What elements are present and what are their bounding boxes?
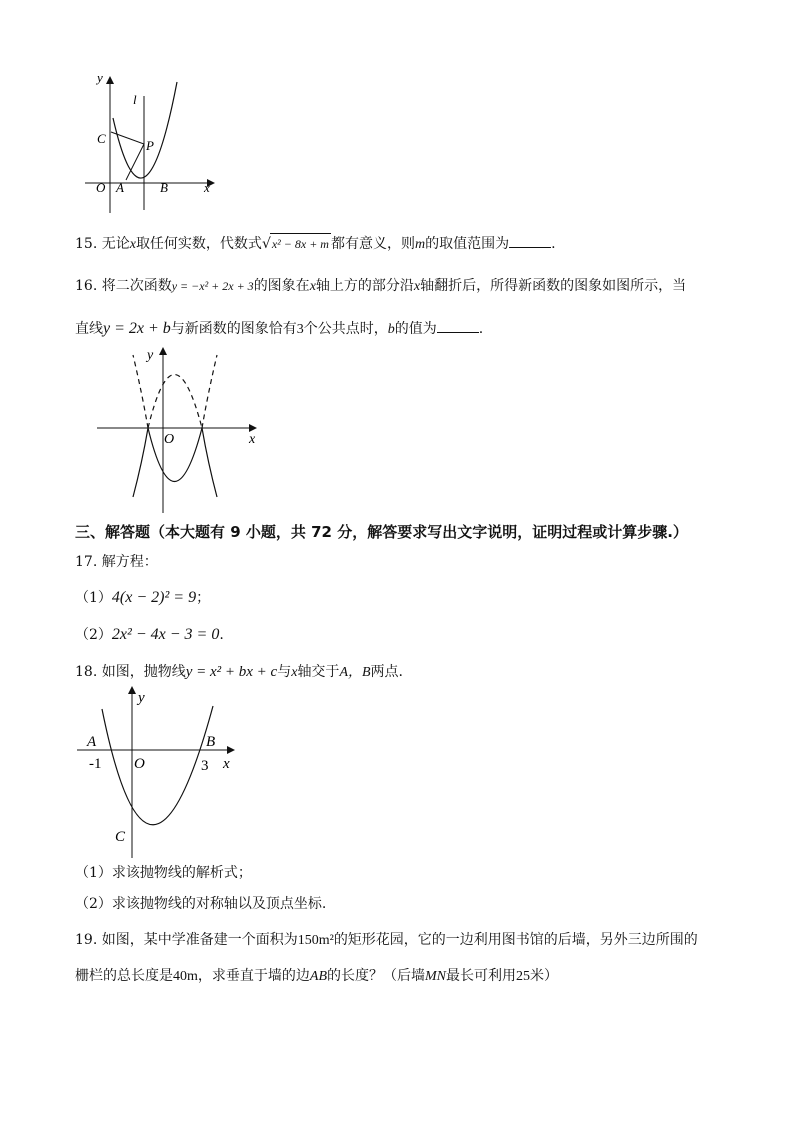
label-y: y <box>97 70 103 85</box>
parabola-curve <box>102 706 216 825</box>
q16-text-b: 的图象在 <box>253 278 310 294</box>
question-15 <box>75 233 556 255</box>
q15-answer-blank <box>509 233 551 248</box>
question-17-part1 <box>75 588 210 608</box>
label-x: x <box>249 432 256 447</box>
question-16-line1 <box>75 276 686 297</box>
label-x: x <box>223 756 230 772</box>
label-o: O <box>164 432 175 447</box>
question-16-line2 <box>75 318 483 340</box>
q19-max-len: 25 <box>516 969 530 984</box>
figure-q18-parabola <box>75 684 245 862</box>
q17-part2-eq: 2x² − 4x − 3 = 0 <box>111 626 220 643</box>
q16-var-x1: x <box>309 279 316 294</box>
label-y: y <box>138 690 145 706</box>
q17-part2-label: （2） <box>75 627 112 643</box>
folded-arc <box>148 428 202 482</box>
q17-part1-label: （1） <box>75 590 112 606</box>
q17-part1-end: ； <box>196 590 211 606</box>
label-y: y <box>147 348 154 363</box>
label-o: O <box>134 756 145 772</box>
q17-part2-end: . <box>219 627 224 643</box>
solid-right-branch <box>202 428 217 497</box>
q18-number: 18. <box>75 664 98 680</box>
parabola-curve <box>113 82 177 178</box>
q19-text-d: ，求垂直于墙的边 <box>197 968 310 984</box>
q19-var-ab: AB <box>309 969 327 984</box>
q19-text-g: 米） <box>530 968 558 984</box>
q16-end: . <box>478 321 484 337</box>
section-3-heading: 三、解答题（本大题有 9 小题，共 72 分，解答要求写出文字说明，证明过程或计算步骤.） <box>75 523 688 541</box>
q17-number: 17. <box>75 554 98 570</box>
q18-var-x: x <box>291 665 298 680</box>
q19-length: 40m <box>173 969 198 984</box>
label-b: B <box>160 180 168 195</box>
q15-radical: √ <box>261 236 271 252</box>
q18-text-b: 与 <box>277 664 292 680</box>
q16-text-c: 轴上方的部分沿 <box>315 278 414 294</box>
q16-line-eq: y = 2x + b <box>103 320 171 337</box>
segment-cpa <box>111 132 144 180</box>
q19-text-e: 的长度？（后墙 <box>327 968 425 984</box>
dashed-original-arc <box>148 375 202 429</box>
q16-number: 16. <box>75 278 98 294</box>
q16-text-h: 的值为 <box>394 321 437 337</box>
q16-text-d: 轴翻折后，所得新函数的图象如图所示，当 <box>420 278 687 294</box>
question-19-line2 <box>75 966 558 987</box>
label-o: O <box>96 180 106 195</box>
figure-q16-folded-parabola <box>95 345 275 515</box>
q16-var-x2: x <box>413 279 421 294</box>
q15-radicand: x² − 8x + m <box>270 233 331 254</box>
q16-count: 3 <box>296 322 304 337</box>
q15-text-b: 取任何实数，代数式 <box>135 236 262 252</box>
q17-part1-eq: 4(x − 2)² = 9 <box>111 589 197 606</box>
label-c: C <box>97 131 106 146</box>
q18-text-d: 两点. <box>370 664 403 680</box>
figure-q14-parabola <box>75 68 235 218</box>
question-18-part1: （1）求该抛物线的解析式； <box>75 865 252 881</box>
q18-func: y = x² + bx + c <box>185 664 278 680</box>
q15-number: 15. <box>75 236 98 252</box>
q15-end: . <box>551 236 556 252</box>
label-x: x <box>204 180 210 195</box>
label-b: B <box>206 734 216 750</box>
q15-text-c: 都有意义，则 <box>330 236 415 252</box>
question-19-line1 <box>75 930 698 951</box>
q19-text-c: 栅栏的总长度是 <box>75 968 173 984</box>
label-p: P <box>146 138 154 153</box>
label-c: C <box>115 829 126 845</box>
label-a: A <box>116 180 124 195</box>
label-neg1: -1 <box>89 756 102 772</box>
q16-text-a: 将二次函数 <box>101 278 172 294</box>
question-17-part2 <box>75 625 224 645</box>
q16-text-f: 与新函数的图象恰有 <box>170 321 297 337</box>
q16-text-g: 个公共点时， <box>303 321 388 337</box>
q15-var-x: x <box>129 237 136 252</box>
q16-var-b: b <box>387 322 395 337</box>
q19-text-a: 如图，某中学准备建一个面积为 <box>101 932 298 948</box>
q16-answer-blank <box>437 318 479 333</box>
q18-points: A，B <box>339 665 371 680</box>
question-17 <box>75 552 158 572</box>
q19-var-mn: MN <box>425 969 446 984</box>
label-3: 3 <box>201 758 209 774</box>
question-18 <box>75 662 403 683</box>
q15-text-d: 的取值范围为 <box>425 236 510 252</box>
q19-text-b: 的矩形花园，它的一边利用图书馆的后墙，另外三边所围的 <box>333 932 698 948</box>
q19-text-f: 最长可利用 <box>446 968 516 984</box>
dashed-left-branch <box>133 355 148 428</box>
q16-text-e: 直线 <box>75 321 103 337</box>
q16-func: y = −x² + 2x + 3 <box>171 279 254 293</box>
q18-text-c: 轴交于 <box>297 664 340 680</box>
dashed-right-branch <box>202 355 217 428</box>
q18-text-a: 如图，抛物线 <box>101 664 186 680</box>
q15-text-a: 无论 <box>101 236 130 252</box>
q17-title: 解方程： <box>101 554 158 570</box>
solid-left-branch <box>133 428 148 497</box>
question-18-part2: （2）求该抛物线的对称轴以及顶点坐标. <box>75 896 327 912</box>
label-a: A <box>87 734 97 750</box>
q19-number: 19. <box>75 932 98 948</box>
q15-var-m: m <box>414 237 426 252</box>
label-l: l <box>133 92 137 107</box>
q19-area: 150m² <box>297 933 334 948</box>
